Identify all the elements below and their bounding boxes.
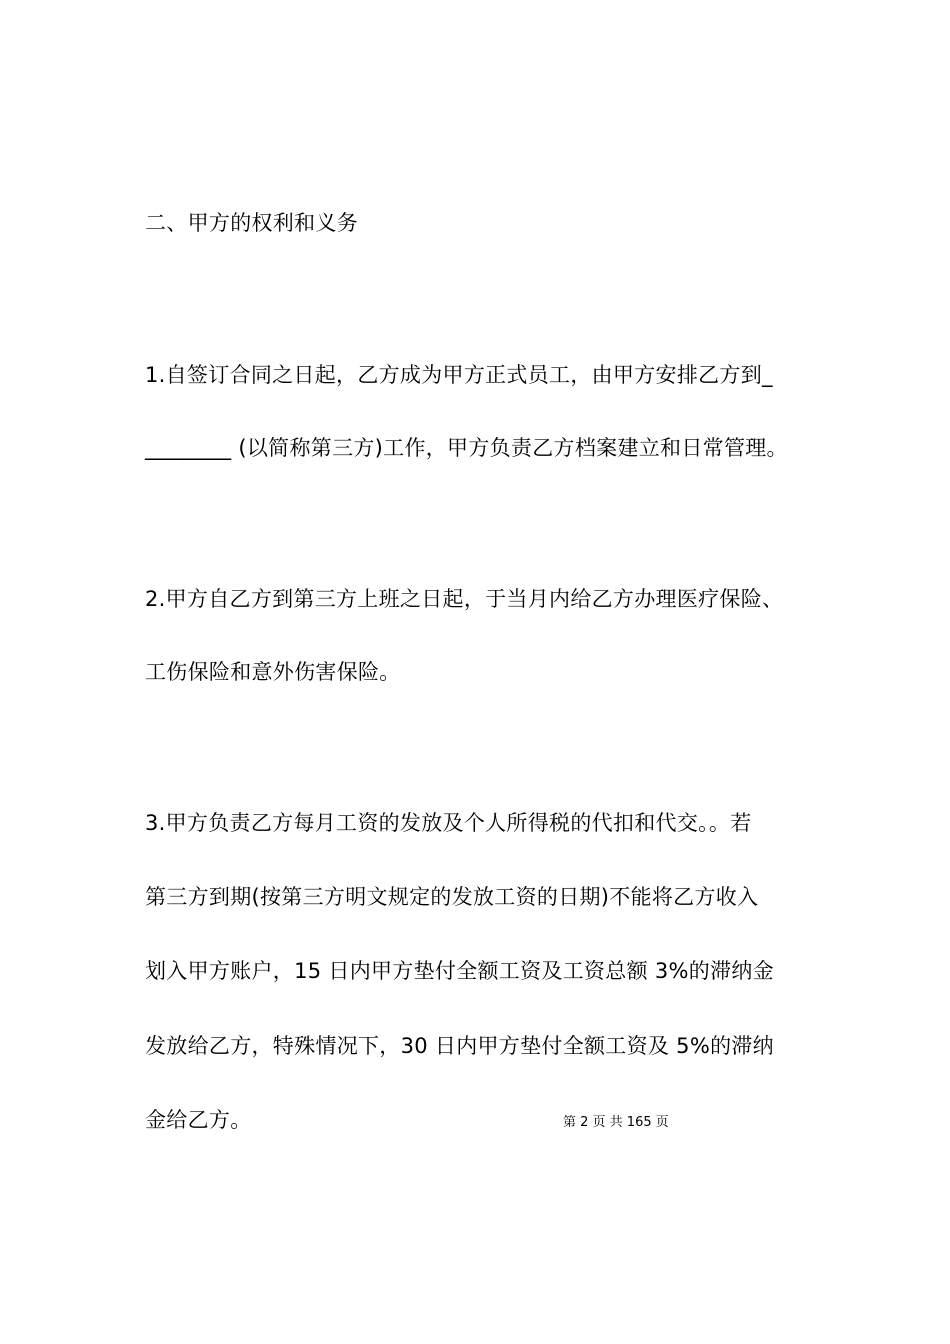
clause-line: 1.自签订合同之日起，乙方成为甲方正式员工，由甲方安排乙方到_ [145,363,773,387]
clause-line: 划入甲方账户，15 日内甲方垫付全额工资及工资总额 3%的滞纳金 [145,959,774,983]
section-heading: 二、甲方的权利和义务 [145,211,358,235]
page-number-footer: 第 2 页 共 165 页 [563,1115,669,1130]
clause-line: 第三方到期(按第三方明文规定的发放工资的日期)不能将乙方收入 [145,885,759,909]
clause-line: ________ (以简称第三方)工作，甲方负责乙方档案建立和日常管理。 [145,436,788,460]
clause-line: 工伤保险和意外伤害保险。 [145,660,401,684]
clause-line: 2.甲方自乙方到第三方上班之日起，于当月内给乙方办理医疗保险、 [145,587,784,611]
clause-line: 3.甲方负责乙方每月工资的发放及个人所得税的代扣和代交。。若 [145,811,752,835]
clause-line: 发放给乙方，特殊情况下，30 日内甲方垫付全额工资及 5%的滞纳 [145,1034,774,1058]
clause-line: 金给乙方。 [145,1108,252,1132]
